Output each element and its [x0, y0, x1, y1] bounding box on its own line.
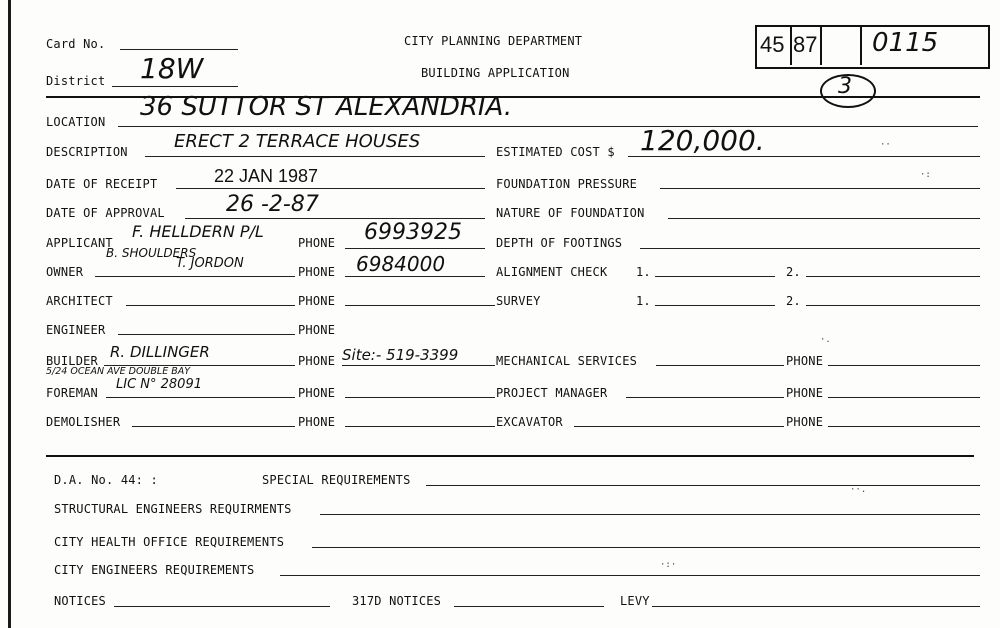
cost-label: ESTIMATED COST $ [496, 145, 615, 159]
applicant-phone-value: 6993925 [364, 220, 462, 245]
architect-line [126, 305, 295, 306]
description-label: DESCRIPTION [46, 145, 128, 159]
engineer-line [118, 334, 295, 335]
applicant-label: APPLICANT [46, 236, 113, 250]
mechanical-label: MECHANICAL SERVICES [496, 354, 638, 368]
survey-label: SURVEY [496, 294, 541, 308]
location-value: 36 SUTTOR ST ALEXANDRIA. [140, 92, 513, 122]
owner-line [95, 276, 295, 277]
structural-requirements-line [320, 514, 980, 515]
receipt-label: DATE OF RECEIPT [46, 177, 158, 191]
structural-requirements-label: STRUCTURAL ENGINEERS REQUIRMENTS [54, 502, 292, 516]
location-label: LOCATION [46, 115, 106, 129]
demolisher-phone-line [345, 426, 495, 427]
department-title: CITY PLANNING DEPARTMENT [404, 34, 583, 48]
alignment-line-1 [655, 276, 775, 277]
alignment-line-2 [806, 276, 980, 277]
owner-value-2: T. JORDON [176, 256, 244, 271]
nature-foundation-line [668, 218, 980, 219]
da-number-label: D.A. No. 44: : [54, 473, 158, 487]
ref-part-1: 45 [760, 32, 785, 57]
ref-divider-1 [790, 27, 792, 65]
mechanical-phone-label: PHONE [786, 354, 824, 368]
alignment-num-2: 2. [786, 265, 801, 279]
excavator-label: EXCAVATOR [496, 415, 563, 429]
builder-phone-line [342, 365, 495, 366]
ref-part-3: 0115 [872, 28, 939, 58]
project-manager-phone-line [828, 397, 980, 398]
ref-divider-3 [860, 27, 862, 65]
depth-footings-line [640, 248, 980, 249]
applicant-phone-line [345, 248, 485, 249]
health-requirements-label: CITY HEALTH OFFICE REQUIREMENTS [54, 535, 285, 549]
receipt-line [176, 188, 485, 189]
notices-label: NOTICES [54, 594, 106, 608]
survey-line-1 [655, 305, 775, 306]
description-line [145, 156, 485, 157]
builder-address: 5/24 OCEAN AVE DOUBLE BAY [46, 366, 191, 377]
foreman-value: LIC N° 28091 [116, 377, 202, 392]
ref-part-2: 87 [793, 32, 818, 57]
description-value: ERECT 2 TERRACE HOUSES [174, 131, 421, 152]
mechanical-line [656, 365, 784, 366]
health-requirements-line [312, 547, 980, 548]
demolisher-phone-label: PHONE [298, 415, 336, 429]
nature-foundation-label: NATURE OF FOUNDATION [496, 206, 645, 220]
architect-phone-label: PHONE [298, 294, 336, 308]
approval-line [185, 218, 485, 219]
project-manager-label: PROJECT MANAGER [496, 386, 608, 400]
builder-value: R. DILLINGER [110, 343, 210, 361]
foundation-pressure-line [660, 188, 980, 189]
owner-value-1: B. SHOULDERS [106, 246, 197, 260]
scan-speck: ·· [880, 140, 891, 150]
card-left-edge [8, 0, 11, 628]
builder-phone-value: Site:- 519-3399 [342, 346, 459, 364]
engineer-label: ENGINEER [46, 323, 106, 337]
demolisher-label: DEMOLISHER [46, 415, 121, 429]
foreman-phone-line [345, 397, 495, 398]
owner-label: OWNER [46, 265, 84, 279]
district-value: 18W [140, 52, 204, 85]
foreman-label: FOREMAN [46, 386, 98, 400]
ref-divider-2 [820, 27, 822, 65]
form-title: BUILDING APPLICATION [421, 66, 570, 80]
section-rule [46, 455, 974, 457]
engineers-requirements-line [280, 575, 980, 576]
district-label: District [46, 74, 106, 88]
owner-phone-value: 6984000 [356, 252, 446, 276]
foreman-phone-label: PHONE [298, 386, 336, 400]
scan-speck: ··. [850, 485, 867, 495]
engineers-requirements-label: CITY ENGINEERS REQUIREMENTS [54, 563, 255, 577]
approval-label: DATE OF APPROVAL [46, 206, 165, 220]
engineer-phone-label: PHONE [298, 323, 336, 337]
scan-speck: ·. [820, 335, 831, 345]
approval-value: 26 -2-87 [226, 192, 319, 217]
foundation-pressure-label: FOUNDATION PRESSURE [496, 177, 638, 191]
location-line [118, 126, 978, 127]
project-manager-line [626, 397, 784, 398]
owner-phone-line [345, 276, 485, 277]
excavator-phone-line [828, 426, 980, 427]
scan-speck: ·:· [660, 560, 677, 570]
survey-line-2 [806, 305, 980, 306]
demolisher-line [132, 426, 295, 427]
foreman-line [106, 397, 295, 398]
project-manager-phone-label: PHONE [786, 386, 824, 400]
builder-phone-label: PHONE [298, 354, 336, 368]
builder-label: BUILDER [46, 354, 98, 368]
excavator-phone-label: PHONE [786, 415, 824, 429]
alignment-label: ALIGNMENT CHECK [496, 265, 608, 279]
levy-line [652, 606, 980, 607]
applicant-phone-label: PHONE [298, 236, 336, 250]
notices-317d-line [454, 606, 604, 607]
special-requirements-line [426, 485, 980, 486]
card-no-line [120, 49, 238, 50]
architect-phone-line [345, 305, 495, 306]
district-line [112, 86, 238, 87]
levy-label: LEVY [620, 594, 650, 608]
scan-speck: ·: [920, 170, 931, 180]
receipt-value: 22 JAN 1987 [214, 166, 319, 186]
applicant-value: F. HELLDERN P/L [132, 222, 264, 241]
survey-num-2: 2. [786, 294, 801, 308]
circled-number: 3 [838, 74, 852, 99]
cost-value: 120,000. [640, 124, 765, 157]
alignment-num-1: 1. [636, 265, 651, 279]
depth-footings-label: DEPTH OF FOOTINGS [496, 236, 623, 250]
notices-317d-label: 317D NOTICES [352, 594, 442, 608]
special-requirements-label: SPECIAL REQUIREMENTS [262, 473, 411, 487]
notices-line [114, 606, 330, 607]
architect-label: ARCHITECT [46, 294, 113, 308]
survey-num-1: 1. [636, 294, 651, 308]
excavator-line [574, 426, 784, 427]
owner-phone-label: PHONE [298, 265, 336, 279]
mechanical-phone-line [828, 365, 980, 366]
cost-line [628, 156, 980, 157]
card-no-label: Card No. [46, 37, 106, 51]
